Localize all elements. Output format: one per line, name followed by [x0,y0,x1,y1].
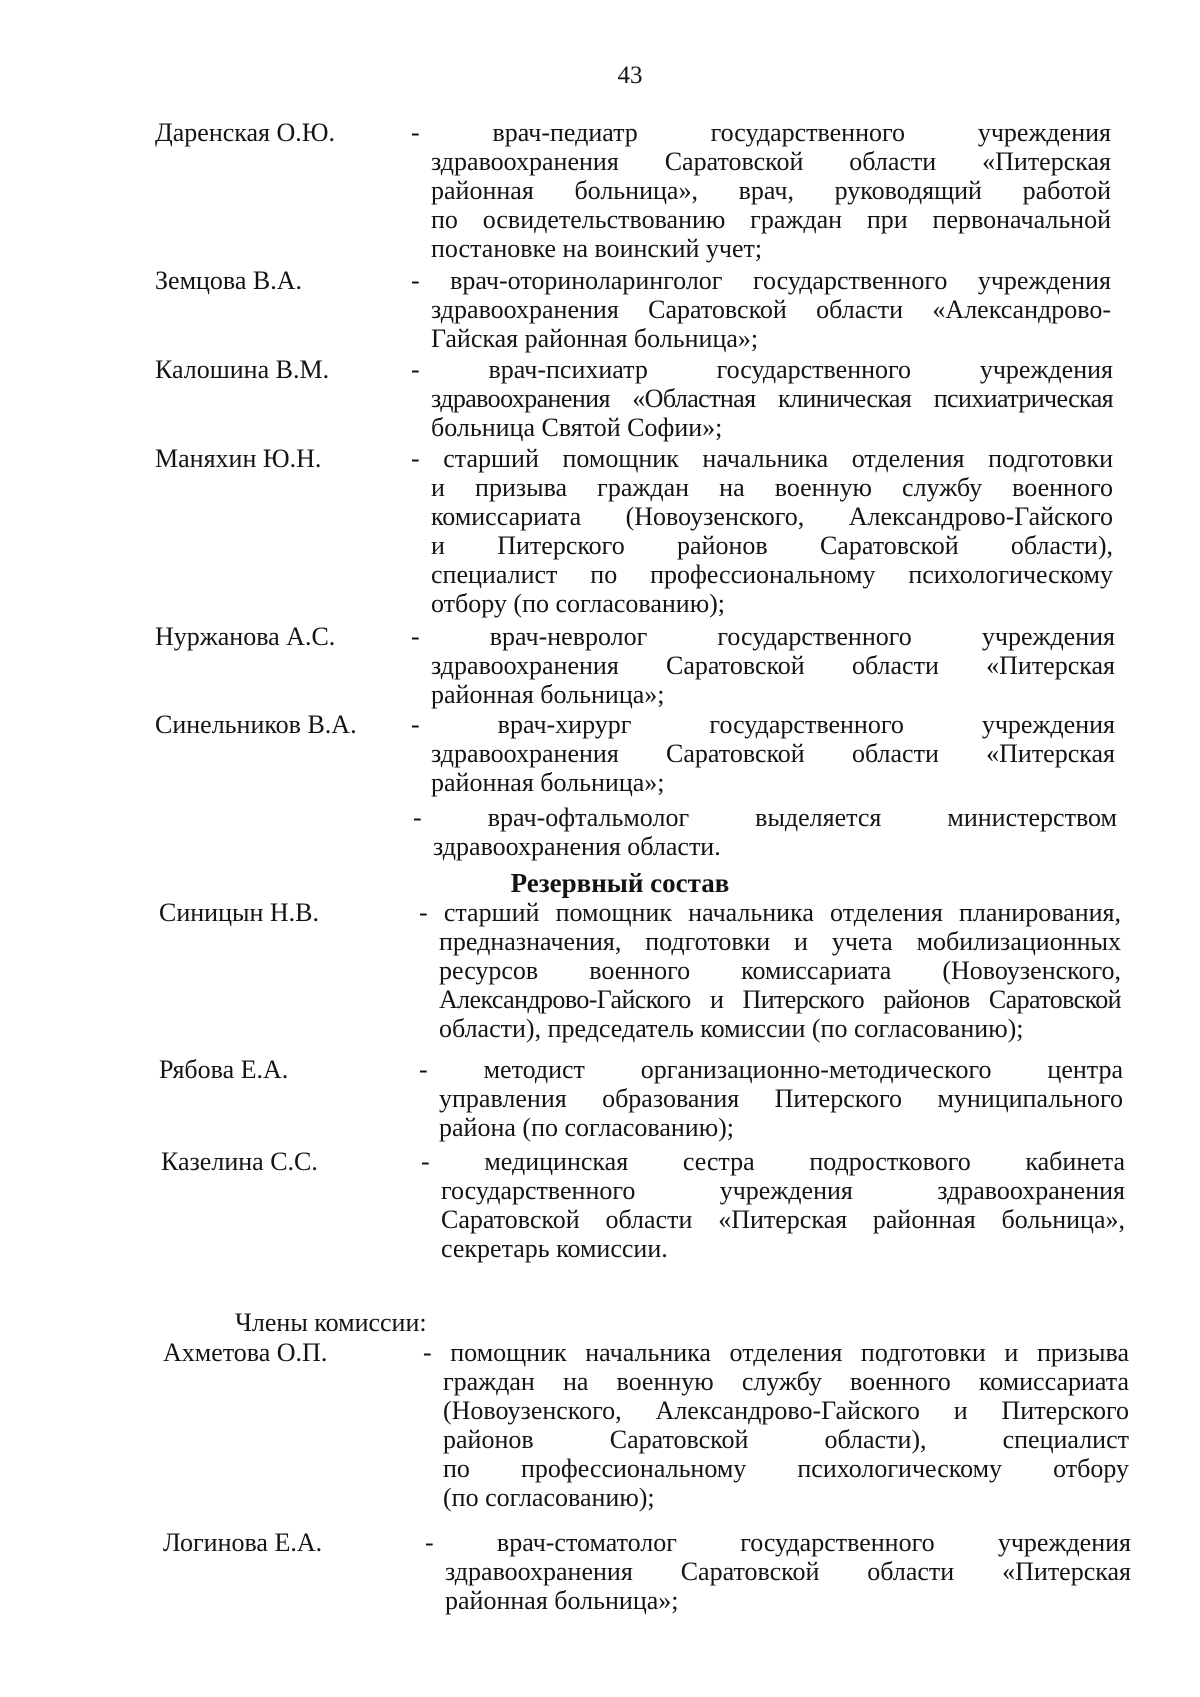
entry-line: - врач-хирург государственного учреждения [411,710,1115,739]
entry-description [411,622,1115,709]
entry-line: - старший помощник начальника отделения подготовки [411,444,1113,473]
entry-name: Ахметова О.П. [163,1338,328,1367]
entry-line: - врач-офтальмолог выделяется министерством [413,803,1117,832]
entry-line: - врач-педиатр государственного учреждения [411,118,1111,147]
entry-description [423,1338,1129,1512]
entry-name: Маняхин Ю.Н. [155,444,322,473]
entry-line: по профессиональному психологическому отбору [443,1454,1129,1483]
page-number: 43 [617,62,643,89]
entry-line: больница Святой Софии»; [431,413,723,442]
entry-line: и призыва граждан на военную службу военного [431,473,1113,502]
entry-line: здравоохранения Саратовской области «Александрово- [431,295,1111,324]
entry-line: - методист организационно-методического центра [419,1055,1123,1084]
entry-line: специалист по профессиональному психологическому [431,560,1113,589]
entry-description [411,444,1113,618]
entry-line: предназначения, подготовки и учета мобилизационных [439,927,1121,956]
entry-line: ресурсов военного комиссариата (Новоузенского, [439,956,1121,985]
entry-line: районная больница»; [431,768,665,797]
entry-description [419,1055,1123,1142]
entry-description [421,1147,1125,1263]
entry-description [419,898,1121,1043]
entry-name: Синицын Н.В. [159,898,319,927]
entry-description [411,118,1111,263]
entry-line: отбору (по согласованию); [431,589,726,618]
entry-description [425,1528,1131,1615]
entry-name: Нуржанова А.С. [155,622,336,651]
entry-line: здравоохранения Саратовской области «Питерская [445,1557,1131,1586]
entry-line: здравоохранения «Областная клиническая психиатрическая [431,384,1113,413]
entry-line: районов Саратовской области), специалист [443,1425,1129,1454]
entry-line: района (по согласованию); [439,1113,735,1142]
entry-line: комиссариата (Новоузенского, Александрово-Гайского [431,502,1113,531]
entry-line: постановке на воинский учет; [431,234,763,263]
entry-name: Рябова Е.А. [159,1055,289,1084]
entry-line: здравоохранения Саратовской области «Питерская [431,147,1111,176]
entry-line: секретарь комиссии. [441,1234,668,1263]
entry-line: - помощник начальника отделения подготовки и призыва [423,1338,1129,1367]
entry-name: Даренская О.Ю. [155,118,336,147]
entry-line: здравоохранения области. [433,832,721,861]
entry-line: и Питерского районов Саратовской области), [431,531,1113,560]
entry-line: (по согласованию); [443,1483,655,1512]
entry-line: Гайская районная больница»; [431,324,759,353]
entry-description [413,803,1117,861]
entry-line: - врач-психиатр государственного учреждения [411,355,1113,384]
entry-description [411,710,1115,797]
entry-line: (Новоузенского, Александрово-Гайского и Питерского [443,1396,1129,1425]
entry-description [411,266,1111,353]
entry-line: управления образования Питерского муниципального [439,1084,1123,1113]
entry-name: Калошина В.М. [155,355,330,384]
entry-line: здравоохранения Саратовской области «Питерская [431,739,1115,768]
entry-line: Александрово-Гайского и Питерского районов Саратовской [439,985,1121,1014]
entry-line: Саратовской области «Питерская районная больница», [441,1205,1125,1234]
entry-line: - медицинская сестра подросткового кабинета [421,1147,1125,1176]
entry-line: области), председатель комиссии (по согласованию); [439,1014,1024,1043]
entry-line: районная больница»; [431,680,665,709]
reserve-section-title: Резервный состав [510,868,730,898]
entry-line: - врач-оториноларинголог государственного учреждения [411,266,1111,295]
entry-name: Земцова В.А. [155,266,303,295]
entry-line: - врач-стоматолог государственного учреждения [425,1528,1131,1557]
entry-line: граждан на военную службу военного комиссариата [443,1367,1129,1396]
entry-name: Логинова Е.А. [163,1528,323,1557]
entry-line: - врач-невролог государственного учреждения [411,622,1115,651]
entry-description [411,355,1113,442]
entry-name: Синельников В.А. [155,710,357,739]
entry-line: здравоохранения Саратовской области «Питерская [431,651,1115,680]
entry-line: - старший помощник начальника отделения планирования, [419,898,1121,927]
entry-name: Казелина С.С. [161,1147,318,1176]
entry-line: государственного учреждения здравоохранения [441,1176,1125,1205]
members-label: Члены комиссии: [235,1308,427,1337]
entry-line: районная больница», врач, руководящий работой [431,176,1111,205]
entry-line: по освидетельствованию граждан при первоначальной [431,205,1111,234]
entry-line: районная больница»; [445,1586,679,1615]
